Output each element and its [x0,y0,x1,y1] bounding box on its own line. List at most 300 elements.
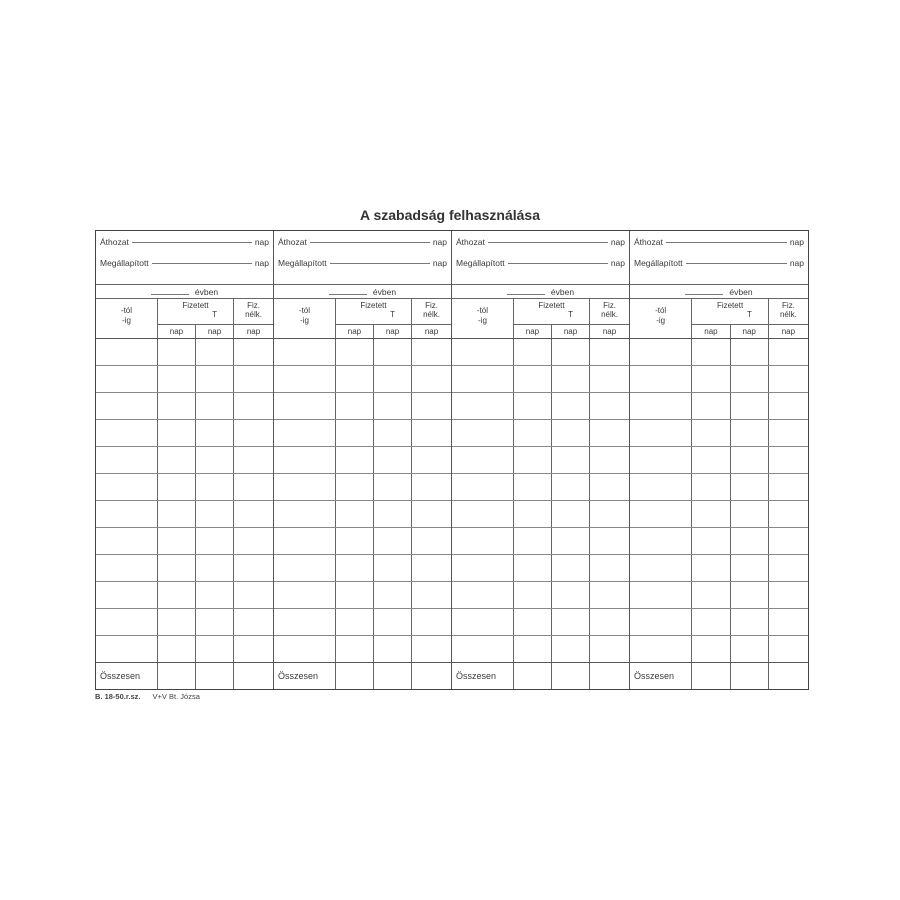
paid-t-days-cell[interactable] [731,501,769,527]
table-row [274,501,451,528]
paid-t-days-cell[interactable] [374,582,412,608]
entry-grid [630,339,808,662]
paid-days-cell[interactable] [514,366,552,392]
year-label: évben [550,286,575,297]
unpaid-label-1: Fiz. [603,301,616,310]
date-range-cell[interactable] [96,636,158,662]
date-range-cell[interactable] [452,528,514,554]
unpaid-days-cell[interactable] [234,609,273,635]
date-range-cell[interactable] [630,393,692,419]
date-range-cell[interactable] [274,420,336,446]
date-range-cell[interactable] [274,528,336,554]
unpaid-day-unit: nap [602,327,617,336]
paid-t-days-cell[interactable] [196,528,234,554]
paid-t-days-cell[interactable] [731,474,769,500]
date-range-cell[interactable] [452,339,514,365]
paid-day-unit: nap [158,325,196,338]
table-row [630,474,808,501]
unpaid-days-cell[interactable] [769,474,808,500]
paid-t-days-cell[interactable] [196,339,234,365]
unpaid-days-cell[interactable] [590,393,629,419]
unpaid-header [769,299,808,338]
date-range-cell[interactable] [630,636,692,662]
total-unpaid-cell[interactable] [590,663,629,689]
unpaid-day-unit: nap [246,327,261,336]
paid-t-days-cell[interactable] [552,609,590,635]
total-row [630,662,808,689]
total-label: Összesen [274,663,336,689]
unpaid-days-cell[interactable] [234,447,273,473]
paid-label: Fizetett [360,301,387,310]
paid-days-cell[interactable] [692,501,730,527]
table-row [274,366,451,393]
column-header [452,299,629,339]
paid-days-cell[interactable] [158,366,196,392]
paid-days-cell[interactable] [158,420,196,446]
table-row [96,609,273,636]
entry-grid [274,339,451,662]
paid-days-cell[interactable] [514,393,552,419]
paid-t-days-cell[interactable] [374,420,412,446]
paid-days-cell[interactable] [514,528,552,554]
unpaid-days-cell[interactable] [590,582,629,608]
year-field[interactable] [685,294,723,295]
allotted-field[interactable] [686,263,787,264]
unpaid-days-cell[interactable] [769,582,808,608]
table-row [452,582,629,609]
unpaid-days-cell[interactable] [234,528,273,554]
year-field[interactable] [329,294,367,295]
paid-days-cell[interactable] [158,339,196,365]
paid-t-days-cell[interactable] [196,501,234,527]
unpaid-label-2: nélk. [601,310,618,319]
paid-t-days-cell[interactable] [196,393,234,419]
unpaid-days-cell[interactable] [769,393,808,419]
publisher: V+V Bt. Józsa [152,692,200,701]
total-paid-t-cell[interactable] [552,663,590,689]
paid-days-cell[interactable] [158,393,196,419]
paid-day-unit: nap [692,325,730,338]
date-range-cell[interactable] [96,582,158,608]
paid-days-cell[interactable] [692,420,730,446]
unpaid-days-cell[interactable] [590,366,629,392]
column-header [274,299,451,339]
carryover-unit: nap [432,237,447,247]
paid-days-cell[interactable] [336,447,374,473]
paid-days-cell[interactable] [158,555,196,581]
unpaid-days-cell[interactable] [412,474,451,500]
paid-days-cell[interactable] [692,609,730,635]
paid-t-days-cell[interactable] [552,636,590,662]
date-range-cell[interactable] [96,447,158,473]
form-title: A szabadság felhasználása [359,207,540,223]
total-row [452,662,629,689]
table-row [630,555,808,582]
paid-days-cell[interactable] [692,582,730,608]
total-paid-t-cell[interactable] [196,663,234,689]
paid-t-days-cell[interactable] [731,366,769,392]
carryover-unit: nap [610,237,625,247]
date-range-cell[interactable] [274,501,336,527]
date-range-header [274,299,336,338]
date-range-cell[interactable] [452,582,514,608]
paid-days-cell[interactable] [692,366,730,392]
allotted-label: Megállapított [456,258,505,268]
date-range-cell[interactable] [630,339,692,365]
unpaid-days-cell[interactable] [769,555,808,581]
allotted-field[interactable] [330,263,430,264]
paid-days-cell[interactable] [514,582,552,608]
paid-t-days-cell[interactable] [731,582,769,608]
year-label: évben [194,286,219,297]
paid-days-cell[interactable] [514,420,552,446]
paid-t-days-cell[interactable] [552,582,590,608]
unpaid-header [412,299,451,338]
date-range-cell[interactable] [452,474,514,500]
paid-days-cell[interactable] [514,447,552,473]
date-range-header [630,299,692,338]
paid-t-days-cell[interactable] [196,582,234,608]
table-row [96,501,273,528]
paid-t-days-cell[interactable] [196,447,234,473]
date-range-cell[interactable] [274,393,336,419]
carryover-label: Áthozat [634,237,663,247]
paid-header [514,299,590,338]
paid-days-cell[interactable] [336,609,374,635]
date-range-cell[interactable] [96,474,158,500]
total-unpaid-cell[interactable] [769,663,808,689]
carryover-label: Áthozat [100,237,129,247]
table-row [630,528,808,555]
unpaid-days-cell[interactable] [412,393,451,419]
carryover-label: Áthozat [278,237,307,247]
year-label: évben [372,286,397,297]
total-unpaid-cell[interactable] [234,663,273,689]
paid-t-days-cell[interactable] [552,393,590,419]
paid-t-days-cell[interactable] [374,609,412,635]
date-range-cell[interactable] [96,528,158,554]
unpaid-label-2: nélk. [779,310,797,319]
paid-days-cell[interactable] [336,501,374,527]
paid-t-days-cell[interactable] [552,339,590,365]
date-range-cell[interactable] [452,420,514,446]
unpaid-days-cell[interactable] [234,636,273,662]
paid-days-cell[interactable] [158,528,196,554]
date-range-cell[interactable] [452,636,514,662]
total-paid-cell[interactable] [336,663,374,689]
paid-t-days-cell[interactable] [731,555,769,581]
paid-t-days-cell[interactable] [374,501,412,527]
date-range-cell[interactable] [630,528,692,554]
table-row [630,447,808,474]
paid-t-days-cell[interactable] [552,447,590,473]
total-row [96,662,273,689]
paid-t-days-cell[interactable] [552,420,590,446]
date-range-cell[interactable] [630,582,692,608]
table-row [274,528,451,555]
date-range-cell[interactable] [452,447,514,473]
table-row [452,474,629,501]
column-header [630,299,808,339]
unpaid-days-cell[interactable] [769,420,808,446]
entry-grid [96,339,273,662]
unpaid-days-cell[interactable] [769,501,808,527]
paid-day-unit: nap [514,325,552,338]
paid-t-days-cell[interactable] [731,609,769,635]
to-label: -ig [478,315,487,325]
unpaid-days-cell[interactable] [412,447,451,473]
paid-t-days-cell[interactable] [374,474,412,500]
year-row [96,285,273,299]
date-range-cell[interactable] [274,582,336,608]
paid-days-cell[interactable] [514,609,552,635]
paid-days-cell[interactable] [158,447,196,473]
table-row [96,528,273,555]
table-row [452,501,629,528]
carryover-field[interactable] [666,242,787,243]
paid-days-cell[interactable] [514,555,552,581]
paid-t-days-cell[interactable] [374,447,412,473]
total-unpaid-cell[interactable] [412,663,451,689]
paid-days-cell[interactable] [336,636,374,662]
paid-days-cell[interactable] [692,474,730,500]
carryover-block [452,231,629,285]
paid-days-cell[interactable] [692,528,730,554]
paid-t-days-cell[interactable] [196,474,234,500]
unpaid-label-1: Fiz. [781,301,795,310]
paid-t-days-cell[interactable] [552,528,590,554]
year-field[interactable] [507,294,545,295]
paid-days-cell[interactable] [692,555,730,581]
date-range-cell[interactable] [630,474,692,500]
date-range-cell[interactable] [452,555,514,581]
paid-days-cell[interactable] [336,366,374,392]
total-paid-t-cell[interactable] [374,663,412,689]
paid-label: Fizetett [716,301,744,310]
unpaid-days-cell[interactable] [590,339,629,365]
total-paid-cell[interactable] [692,663,730,689]
unpaid-days-cell[interactable] [769,609,808,635]
paid-t-days-cell[interactable] [731,420,769,446]
unpaid-days-cell[interactable] [590,501,629,527]
paid-t-days-cell[interactable] [196,366,234,392]
paid-days-cell[interactable] [158,474,196,500]
unpaid-days-cell[interactable] [234,393,273,419]
date-range-cell[interactable] [452,501,514,527]
date-range-cell[interactable] [630,366,692,392]
to-label: -ig [300,315,309,325]
unpaid-days-cell[interactable] [412,609,451,635]
paid-t-days-cell[interactable] [374,393,412,419]
table-row [274,420,451,447]
date-range-cell[interactable] [274,447,336,473]
paid-days-cell[interactable] [336,339,374,365]
unpaid-label-2: nélk. [423,310,440,319]
year-field[interactable] [151,294,189,295]
carryover-field[interactable] [488,242,608,243]
date-range-cell[interactable] [274,339,336,365]
date-range-cell[interactable] [274,555,336,581]
paid-days-cell[interactable] [158,582,196,608]
unpaid-days-cell[interactable] [412,501,451,527]
unpaid-days-cell[interactable] [234,366,273,392]
paid-t-days-cell[interactable] [196,555,234,581]
paid-t-days-cell[interactable] [731,393,769,419]
paid-t-days-cell[interactable] [196,420,234,446]
unpaid-days-cell[interactable] [590,447,629,473]
paid-days-cell[interactable] [692,447,730,473]
paid-t-days-cell[interactable] [374,555,412,581]
carryover-field[interactable] [310,242,430,243]
paid-header [692,299,769,338]
unpaid-days-cell[interactable] [234,501,273,527]
paid-days-cell[interactable] [514,636,552,662]
unpaid-days-cell[interactable] [412,636,451,662]
total-paid-cell[interactable] [514,663,552,689]
paid-t-days-cell[interactable] [374,528,412,554]
paid-t-days-cell[interactable] [552,366,590,392]
allotted-field[interactable] [508,263,608,264]
unpaid-days-cell[interactable] [412,582,451,608]
unpaid-days-cell[interactable] [590,528,629,554]
paid-days-cell[interactable] [514,339,552,365]
unpaid-days-cell[interactable] [590,609,629,635]
paid-t-days-cell[interactable] [731,339,769,365]
total-paid-cell[interactable] [158,663,196,689]
date-range-cell[interactable] [630,447,692,473]
paid-t-days-cell[interactable] [552,555,590,581]
paid-t-days-cell[interactable] [731,636,769,662]
date-range-cell[interactable] [452,393,514,419]
unpaid-label-1: Fiz. [425,301,438,310]
table-row [96,447,273,474]
carryover-block [630,231,808,285]
paid-days-cell[interactable] [336,582,374,608]
date-range-cell[interactable] [96,555,158,581]
paid-days-cell[interactable] [336,474,374,500]
unpaid-days-cell[interactable] [234,474,273,500]
unpaid-days-cell[interactable] [769,447,808,473]
from-label: -tól [655,305,667,315]
year-section-2 [274,231,452,689]
date-range-cell[interactable] [96,339,158,365]
from-label: -tól [298,305,311,315]
year-section-3 [452,231,630,689]
date-range-cell[interactable] [452,366,514,392]
allotted-label: Megállapított [100,258,149,268]
date-range-cell[interactable] [274,609,336,635]
paid-days-cell[interactable] [514,501,552,527]
paid-days-cell[interactable] [158,609,196,635]
unpaid-days-cell[interactable] [769,636,808,662]
paid-label: Fizetett [538,301,565,310]
unpaid-day-unit: nap [781,327,796,336]
unpaid-days-cell[interactable] [412,528,451,554]
paid-t-day-unit: nap [207,327,222,336]
unpaid-days-cell[interactable] [590,636,629,662]
paid-t-days-cell[interactable] [374,366,412,392]
paid-t-days-cell[interactable] [196,609,234,635]
paid-t-days-cell[interactable] [552,474,590,500]
table-row [274,447,451,474]
unpaid-days-cell[interactable] [234,420,273,446]
total-label: Összesen [452,663,514,689]
date-range-cell[interactable] [630,555,692,581]
paid-days-cell[interactable] [336,555,374,581]
paid-days-cell[interactable] [514,474,552,500]
allotted-unit: nap [789,258,804,268]
total-paid-t-cell[interactable] [731,663,769,689]
unpaid-days-cell[interactable] [769,366,808,392]
table-row [274,339,451,366]
carryover-field[interactable] [132,242,252,243]
year-section-1 [96,231,274,689]
unpaid-days-cell[interactable] [234,555,273,581]
paid-t-day-unit: nap [385,327,400,336]
table-row [452,420,629,447]
paid-t-days-cell[interactable] [374,636,412,662]
unpaid-days-cell[interactable] [590,420,629,446]
paid-t-days-cell[interactable] [731,528,769,554]
date-range-cell[interactable] [96,501,158,527]
date-range-cell[interactable] [452,609,514,635]
date-range-header [452,299,514,338]
allotted-field[interactable] [152,263,252,264]
paid-t-days-cell[interactable] [552,501,590,527]
leave-usage-form [95,230,809,690]
unpaid-days-cell[interactable] [412,420,451,446]
unpaid-days-cell[interactable] [590,474,629,500]
from-label: -tól [476,305,489,315]
paid-days-cell[interactable] [692,393,730,419]
date-range-cell[interactable] [274,636,336,662]
paid-t-days-cell[interactable] [374,339,412,365]
date-range-cell[interactable] [630,609,692,635]
unpaid-days-cell[interactable] [412,555,451,581]
unpaid-days-cell[interactable] [590,555,629,581]
unpaid-days-cell[interactable] [234,582,273,608]
table-row [452,339,629,366]
paid-days-cell[interactable] [336,528,374,554]
carryover-unit: nap [789,237,804,247]
unpaid-days-cell[interactable] [769,528,808,554]
date-range-cell[interactable] [96,609,158,635]
paid-days-cell[interactable] [158,501,196,527]
date-range-cell[interactable] [96,366,158,392]
table-row [96,474,273,501]
paid-days-cell[interactable] [692,339,730,365]
date-range-cell[interactable] [630,501,692,527]
unpaid-days-cell[interactable] [234,339,273,365]
date-range-cell[interactable] [96,420,158,446]
date-range-cell[interactable] [274,474,336,500]
paid-days-cell[interactable] [692,636,730,662]
paid-days-cell[interactable] [336,420,374,446]
unpaid-days-cell[interactable] [769,339,808,365]
year-row [630,285,808,299]
paid-t-days-cell[interactable] [731,447,769,473]
paid-days-cell[interactable] [158,636,196,662]
unpaid-days-cell[interactable] [412,366,451,392]
unpaid-header [590,299,629,338]
paid-t-days-cell[interactable] [196,636,234,662]
paid-days-cell[interactable] [336,393,374,419]
unpaid-days-cell[interactable] [412,339,451,365]
date-range-cell[interactable] [274,366,336,392]
date-range-cell[interactable] [96,393,158,419]
table-row [274,636,451,662]
date-range-cell[interactable] [630,420,692,446]
